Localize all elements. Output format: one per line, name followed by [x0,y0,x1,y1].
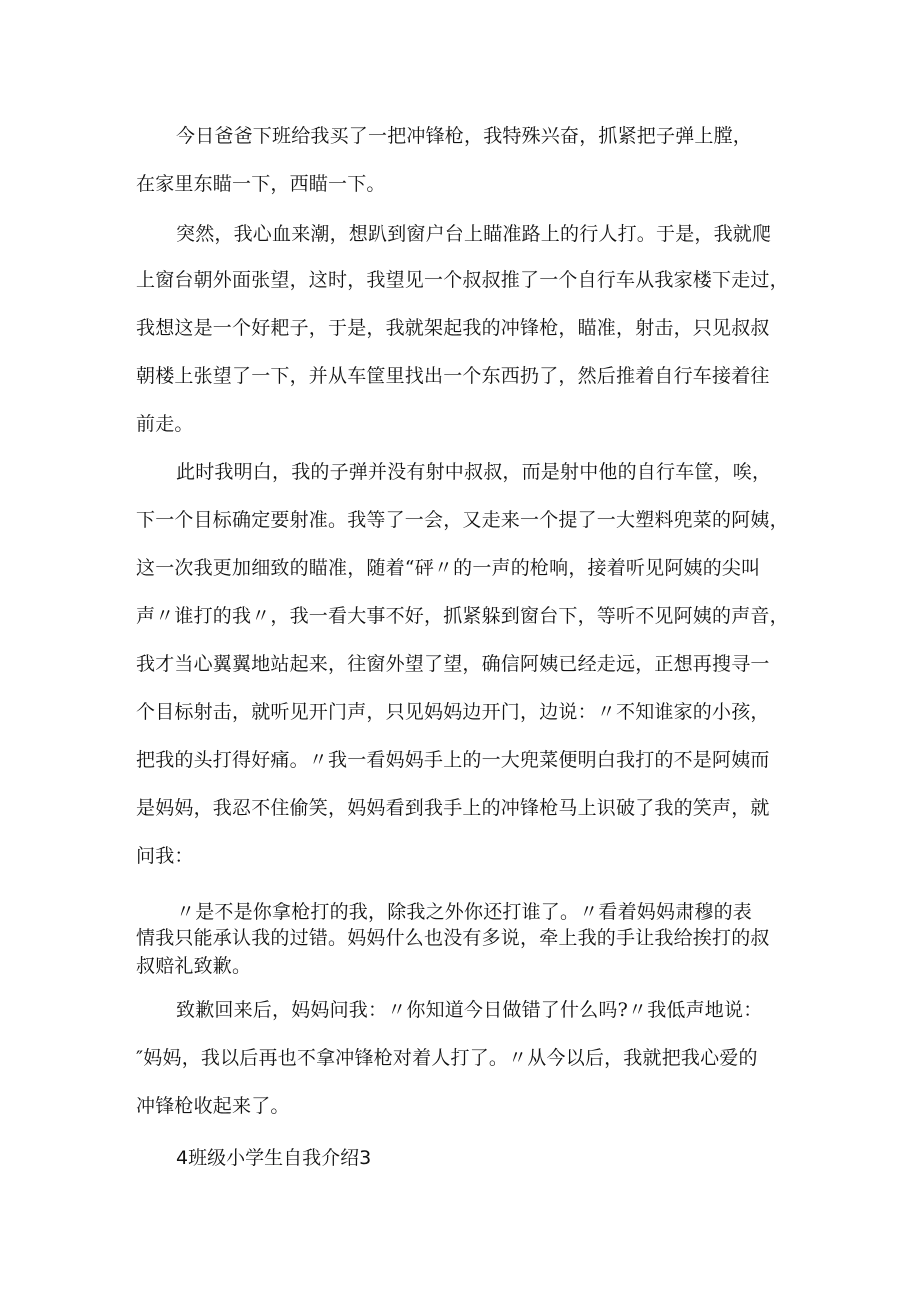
text-line: 上窗台朝外面张望，这时，我望见一个叔叔推了一个自行车从我家楼下走过， [136,269,789,291]
text-line: 下一个目标确定要射准。我等了一会，又走来一个提了一大塑料兜菜的阿姨， [136,509,789,531]
text-line: 声〃谁打的我〃，我一看大事不好，抓紧躲到窗台下，等听不见阿姨的声音， [136,605,789,627]
text-line: 冲锋枪收起来了。 [136,1095,290,1117]
text-line: 把我的头打得好痛。〃我一看妈妈手上的一大兜菜便明白我打的不是阿姨而 [136,749,770,771]
text-line: 在家里东瞄一下，西瞄一下。 [136,173,386,195]
text-line: 我才当心翼翼地站起来，往窗外望了望，确信阿姨已经走远，正想再搜寻一 [136,653,770,675]
text-line: 是妈妈，我忍不住偷笑，妈妈看到我手上的冲锋枪马上识破了我的笑声，就 [136,797,770,819]
text-line: 个目标射击，就听见开门声，只见妈妈边开门，边说：〃不知谁家的小孩， [136,701,770,723]
text-line: 〃是不是你拿枪打的我，除我之外你还打谁了。〃看着妈妈肃穆的表 [176,901,753,923]
text-line: 前走。 [136,413,194,435]
text-line: 致歉回来后，妈妈问我：〃你知道今日做错了什么吗?〃我低声地说： [176,999,763,1021]
text-line: 情我只能承认我的过错。妈妈什么也没有多说，牵上我的手让我给挨打的叔 [136,927,770,949]
text-line: 这一次我更加细致的瞄准，随着“砰〃的一声的枪响，接着听见阿姨的尖叫 [136,557,761,579]
text-line: ″妈妈，我以后再也不拿冲锋枪对着人打了。〃从今以后，我就把我心爱的 [136,1047,758,1069]
text-line: 此时我明白，我的子弹并没有射中叔叔，而是射中他的自行车筐，唉， [176,461,772,483]
text-line: 我想这是一个好耙子，于是，我就架起我的冲锋枪，瞄准，射击，只见叔叔 [136,317,770,339]
text-line: 问我： [136,845,194,867]
text-line: 突然，我心血来潮，想趴到窗户台上瞄准路上的行人打。于是，我就爬 [176,223,772,245]
section-heading: 4班级小学生自我介绍3 [176,1147,372,1169]
text-line: 朝楼上张望了一下，并从车筐里找出一个东西扔了，然后推着自行车接着往 [136,365,770,387]
text-line: 今日爸爸下班给我买了一把冲锋枪，我特殊兴奋，抓紧把子弹上膛， [176,125,753,147]
text-line: 叔赔礼致歉。 [136,955,252,977]
